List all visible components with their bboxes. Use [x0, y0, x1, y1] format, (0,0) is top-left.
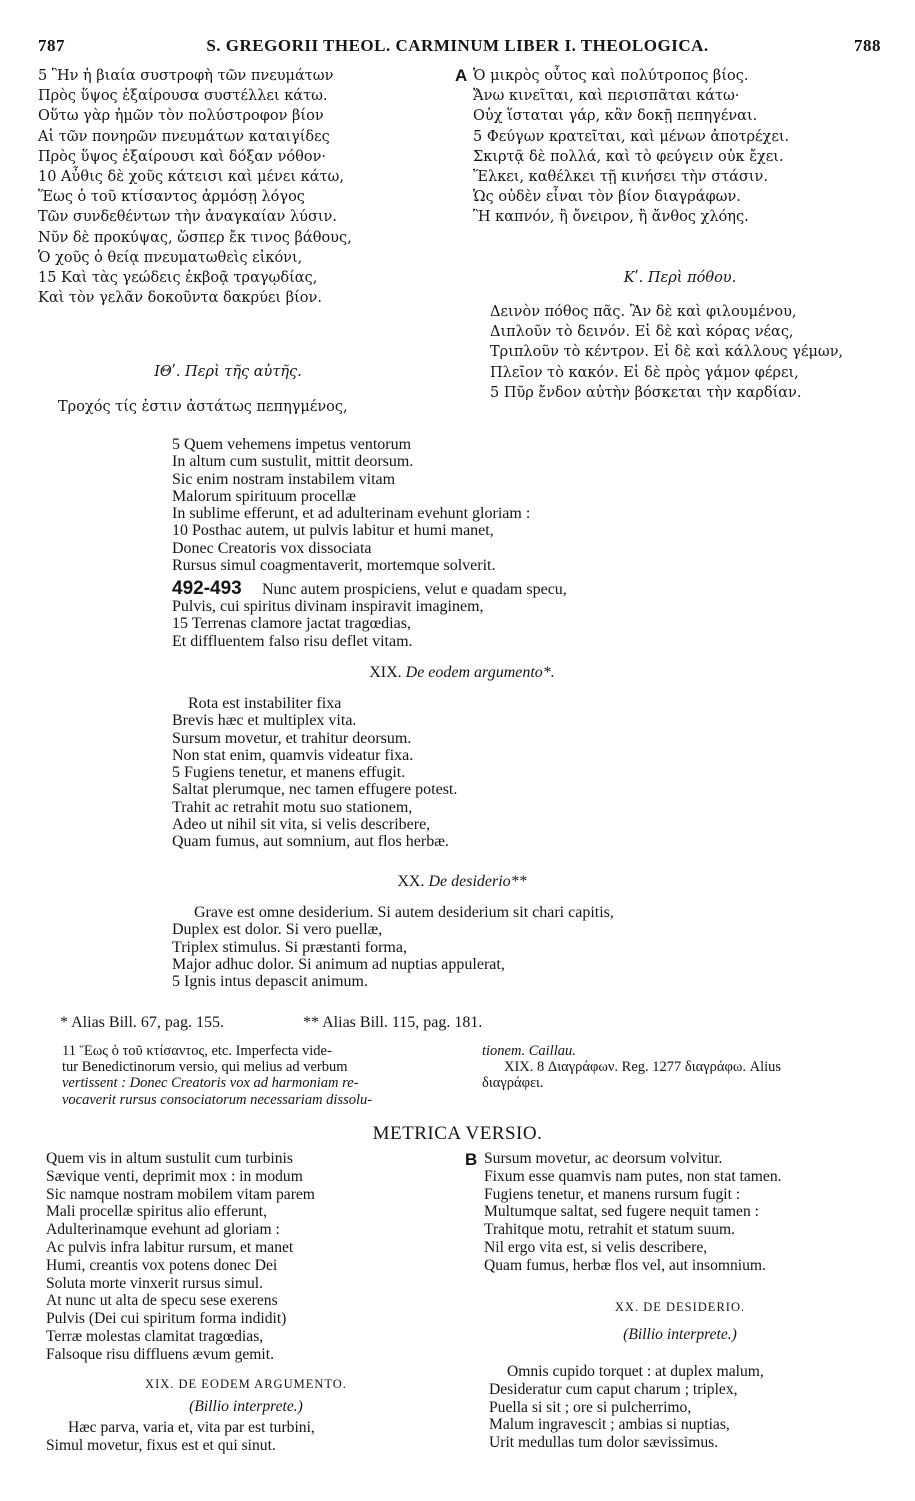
- footnote-star: * Alias Bill. 67, pag. 155.: [60, 1014, 224, 1031]
- note-line: vocaverit rursus consociatorum necessariam dissolu-: [62, 1091, 373, 1108]
- verse-line: Adeo ut nihil sit vita, si velis describere,: [172, 816, 431, 834]
- critical-note-right: [482, 1043, 902, 1092]
- column-number-marker: 492-493: [172, 578, 242, 599]
- verse-line: 5 Quem vehemens impetus ventorum: [172, 436, 412, 453]
- verse-line: Triplex stimulus. Si præstanti forma,: [172, 938, 407, 956]
- latin-block-3: [172, 904, 792, 990]
- metrica-heading-xx: XX. DE DESIDERIO.: [614, 1300, 746, 1314]
- verse-line: Ac pulvis infra labitur rursum, et manet: [46, 1238, 294, 1256]
- verse-line: Trahitque motu, retrahit et statum suum.: [484, 1221, 736, 1239]
- greek-poem-body: [490, 302, 905, 403]
- column-marker: A: [455, 66, 468, 85]
- verse-line: 5 Fugiens tenetur, et manens effugit.: [172, 764, 406, 782]
- metrica-heading-xix: XIX. DE EODEM ARGUMENTO.: [145, 1377, 347, 1391]
- verse-line: Σκιρτᾷ δὲ πολλά, καὶ τὸ φεύγειν οὐκ ἔχει.: [473, 148, 784, 165]
- note-line: vertissent : Donec Creatoris vox ad harmoniam re-: [62, 1075, 359, 1092]
- metrica-versio-title: METRICA VERSIO.: [372, 1123, 543, 1144]
- verse-line: Rursus simul coagmentaverit, mortemque solverit.: [172, 557, 496, 575]
- metrica-right-column: [484, 1150, 904, 1275]
- verse-line: Δεινὸν πόθος πᾶς. Ἂν δὲ καὶ φιλουμένου,: [490, 304, 797, 320]
- verse-line: Donec Creatoris vox dissociata: [172, 539, 372, 557]
- verse-line: Rota est instabiliter fixa: [188, 695, 342, 712]
- verse-line: Humi, creantis vox potens donec Dei: [46, 1256, 278, 1274]
- verse-line: 5 Ἣν ἡ βιαία συστροφὴ τῶν πνευμάτων: [38, 68, 334, 84]
- section-title: De desiderio**: [428, 873, 527, 890]
- page-number-right: 788: [854, 36, 881, 55]
- verse-line: Quam fumus, herbæ flos vel, aut insomnium.: [484, 1256, 766, 1274]
- verse-line: Saltat plerumque, nec tamen effugere potest.: [172, 781, 458, 799]
- verse-line: Τριπλοῦν τὸ κέντρον. Εἰ δὲ καὶ κάλλους γέμων,: [490, 344, 844, 361]
- verse-line: Desideratur cum caput charum ; triplex,: [489, 1380, 738, 1398]
- section-number: XIX.: [369, 664, 402, 681]
- section-title: De eodem argumento*.: [405, 664, 555, 681]
- verse-line: Soluta morte vinxerit rursus simul.: [46, 1274, 263, 1292]
- note-line: XIX. 8 Διαγράφων. Reg. 1277 διαγράφω. Alius: [504, 1059, 782, 1076]
- note-line: tur Benedictinorum versio, qui melius ad verbum: [62, 1059, 348, 1076]
- poem-heading-greek: ΙΘʹ. Περὶ τῆς αὐτῆς.: [154, 364, 302, 380]
- verse-line: Major adhuc dolor. Si animum ad nuptias appulerat,: [172, 955, 505, 973]
- verse-line: Sævique venti, deprimit mox : in modum: [46, 1167, 303, 1185]
- verse-line: Sursum movetur, ac deorsum volvitur.: [484, 1150, 723, 1167]
- interpreter-note: (Billio interprete.): [623, 1326, 737, 1343]
- verse-line: Οὐχ ἵσταται γάρ, κἂν δοκῇ πεπηγέναι.: [473, 108, 758, 125]
- verse-line: Et diffluentem falso risu deflet vitam.: [172, 632, 413, 650]
- running-head: S. GREGORII THEOL. CARMINUM LIBER I. THEOLOGICA.: [206, 36, 709, 55]
- verse-line: Fugiens tenetur, et manens rursum fugit :: [484, 1185, 741, 1203]
- footnote-double-star: ** Alias Bill. 115, pag. 181.: [303, 1014, 483, 1031]
- verse-line: Ὁ μικρὸς οὗτος καὶ πολύτροπος βίος.: [473, 68, 749, 84]
- metrica-right-after: [489, 1363, 904, 1452]
- section-heading: [172, 873, 752, 890]
- verse-line: Hæc parva, varia et, vita par est turbini,: [68, 1419, 315, 1436]
- verse-line: Αἱ τῶν πονηρῶν πνευμάτων καταιγίδες: [38, 128, 330, 145]
- verse-line: Διπλοῦν τὸ δεινόν. Εἰ δὲ καὶ κόρας νέας,: [490, 324, 794, 341]
- verse-line: In sublime efferunt, et ad adulterinam evehunt gloriam :: [172, 505, 531, 523]
- section-number: XX.: [397, 873, 425, 890]
- greek-column-left: [38, 66, 438, 308]
- verse-line: Quem vis in altum sustulit cum turbinis: [46, 1150, 293, 1167]
- verse-line: Pulvis, cui spiritus divinam inspiravit imaginem,: [172, 598, 484, 615]
- verse-line: Τροχός τίς ἐστιν ἀστάτως πεπηγμένος,: [58, 399, 348, 415]
- verse-line: 5 Ignis intus depascit animum.: [172, 973, 368, 991]
- verse-line: Οὕτω γὰρ ἡμῶν τὸν πολύστροφον βίον: [38, 108, 324, 125]
- verse-line: Ὡς οὐδὲν εἶναι τὸν βίον διαγράφων.: [473, 189, 741, 206]
- verse-line: Puella si sit ; ore si pulcherrimo,: [489, 1398, 692, 1416]
- verse-line: 15 Terrenas clamore jactat tragœdias,: [172, 615, 411, 633]
- verse-line: 5 Πῦρ ἔνδον αὐτὴν βόσκεται τὴν καρδίαν.: [490, 384, 802, 401]
- page-number-left: 787: [38, 36, 65, 55]
- verse-line: Simul movetur, fixus est et qui sinut.: [46, 1436, 276, 1454]
- verse-line: Malorum spirituum procellæ: [172, 487, 356, 505]
- verse-line: Sic namque nostram mobilem vitam parem: [46, 1185, 315, 1203]
- verse-line: Terræ molestas clamitat tragœdias,: [46, 1327, 264, 1345]
- verse-line: Adulterinamque evehunt ad gloriam :: [46, 1221, 280, 1239]
- interpreter-note: (Billio interprete.): [189, 1398, 303, 1415]
- verse-line: Καὶ τὸν γελᾶν δοκοῦντα δακρύει βίον.: [38, 290, 322, 307]
- verse-line: 10 Posthac autem, ut pulvis labitur et humi manet,: [172, 522, 494, 540]
- verse-line: Duplex est dolor. Si vero puellæ,: [172, 921, 383, 939]
- verse-line: Malum ingravescit ; ambias si nuptias,: [489, 1416, 730, 1434]
- verse-line: Fixum esse quamvis nam putes, non stat tamen.: [484, 1167, 782, 1185]
- latin-block-2: [172, 695, 792, 851]
- verse-line: Sic enim nostram instabilem vitam: [172, 470, 396, 488]
- poem-heading-greek: Κʹ. Περὶ πόθου.: [623, 270, 737, 286]
- verse-line: Multumque saltat, sed fugere nequit tamen :: [484, 1203, 759, 1221]
- metrica-left-column: [46, 1150, 446, 1364]
- verse-line: 10 Αὖθις δὲ χοῦς κάτεισι καὶ μένει κάτω,: [38, 169, 344, 186]
- verse-line: Sursum movetur, et trahitur deorsum.: [172, 729, 412, 747]
- column-marker: B: [465, 1150, 478, 1169]
- verse-line: Nunc autem prospiciens, velut e quadam specu,: [262, 581, 567, 598]
- verse-line: Ἕως ὁ τοῦ κτίσαντος ἁρμόσῃ λόγος: [38, 189, 305, 206]
- note-line: tionem. Caillau.: [482, 1043, 576, 1059]
- verse-line: Brevis hæc et multiplex vita.: [172, 712, 357, 730]
- verse-line: 5 Φεύγων κρατεῖται, καὶ μένων ἀποτρέχει.: [473, 128, 790, 145]
- metrica-left-after: [46, 1419, 446, 1455]
- greek-column-right: [473, 66, 903, 228]
- verse-line: Τῶν συνδεθέντων τὴν ἀναγκαίαν λύσιν.: [38, 209, 337, 226]
- verse-line: Omnis cupido torquet : at duplex malum,: [507, 1363, 764, 1380]
- verse-line: Quam fumus, aut somnium, aut flos herbæ.: [172, 833, 449, 851]
- latin-block-1b: [172, 598, 792, 650]
- verse-line: Ἕλκει, καθέλκει τῇ κινήσει τὴν στάσιν.: [473, 169, 768, 186]
- verse-line: Grave est omne desiderium. Si autem desiderium sit chari capitis,: [194, 904, 614, 921]
- verse-line: Πρὸς ὕψος ἐξαίρουσα συστέλλει κάτω.: [38, 88, 328, 105]
- verse-line: Urit medullas tum dolor sævissimus.: [489, 1434, 719, 1452]
- verse-line: Mali procellæ spiritus alio efferunt,: [46, 1203, 268, 1221]
- verse-line: Falsoque risu diffluens ævum gemit.: [46, 1345, 274, 1363]
- verse-line: Non stat enim, quamvis videatur fixa.: [172, 746, 414, 764]
- verse-line: In altum cum sustulit, mittit deorsum.: [172, 453, 414, 471]
- note-line: 11 Ἕως ὁ τοῦ κτίσαντος, etc. Imperfecta vide-: [62, 1043, 332, 1059]
- verse-line: Pulvis (Dei cui spiritum forma indidit): [46, 1310, 287, 1328]
- note-line: διαγράφει.: [482, 1075, 544, 1092]
- verse-line: 15 Καὶ τὰς γεώδεις ἐκβοᾷ τραγῳδίας,: [38, 270, 318, 287]
- latin-block-1: [172, 436, 792, 574]
- verse-line: Ὁ χοῦς ὁ θείᾳ πνευματωθεὶς εἰκόνι,: [38, 249, 303, 266]
- section-heading: [172, 664, 752, 681]
- verse-line: Πρὸς ὕψος ἐξαίρουσι καὶ δόξαν νόθον·: [38, 148, 327, 165]
- verse-line: At nunc ut alta de specu sese exerens: [46, 1292, 278, 1310]
- verse-line: Ἄνω κινεῖται, καὶ περισπᾶται κάτω·: [473, 88, 740, 105]
- verse-line: Νῦν δὲ προκύψας, ὥσπερ ἔκ τινος βάθους,: [38, 229, 352, 246]
- verse-line: Nil ergo vita est, si velis describere,: [484, 1238, 708, 1256]
- verse-line: Ἢ καπνόν, ἢ ὄνειρον, ἢ ἄνθος χλόης.: [473, 209, 749, 226]
- critical-note-left: [62, 1043, 462, 1108]
- verse-line: Πλεῖον τὸ κακόν. Εἰ δὲ πρὸς γάμον φέρει,: [490, 364, 799, 381]
- verse-line: Trahit ac retrahit motu suo stationem,: [172, 798, 413, 816]
